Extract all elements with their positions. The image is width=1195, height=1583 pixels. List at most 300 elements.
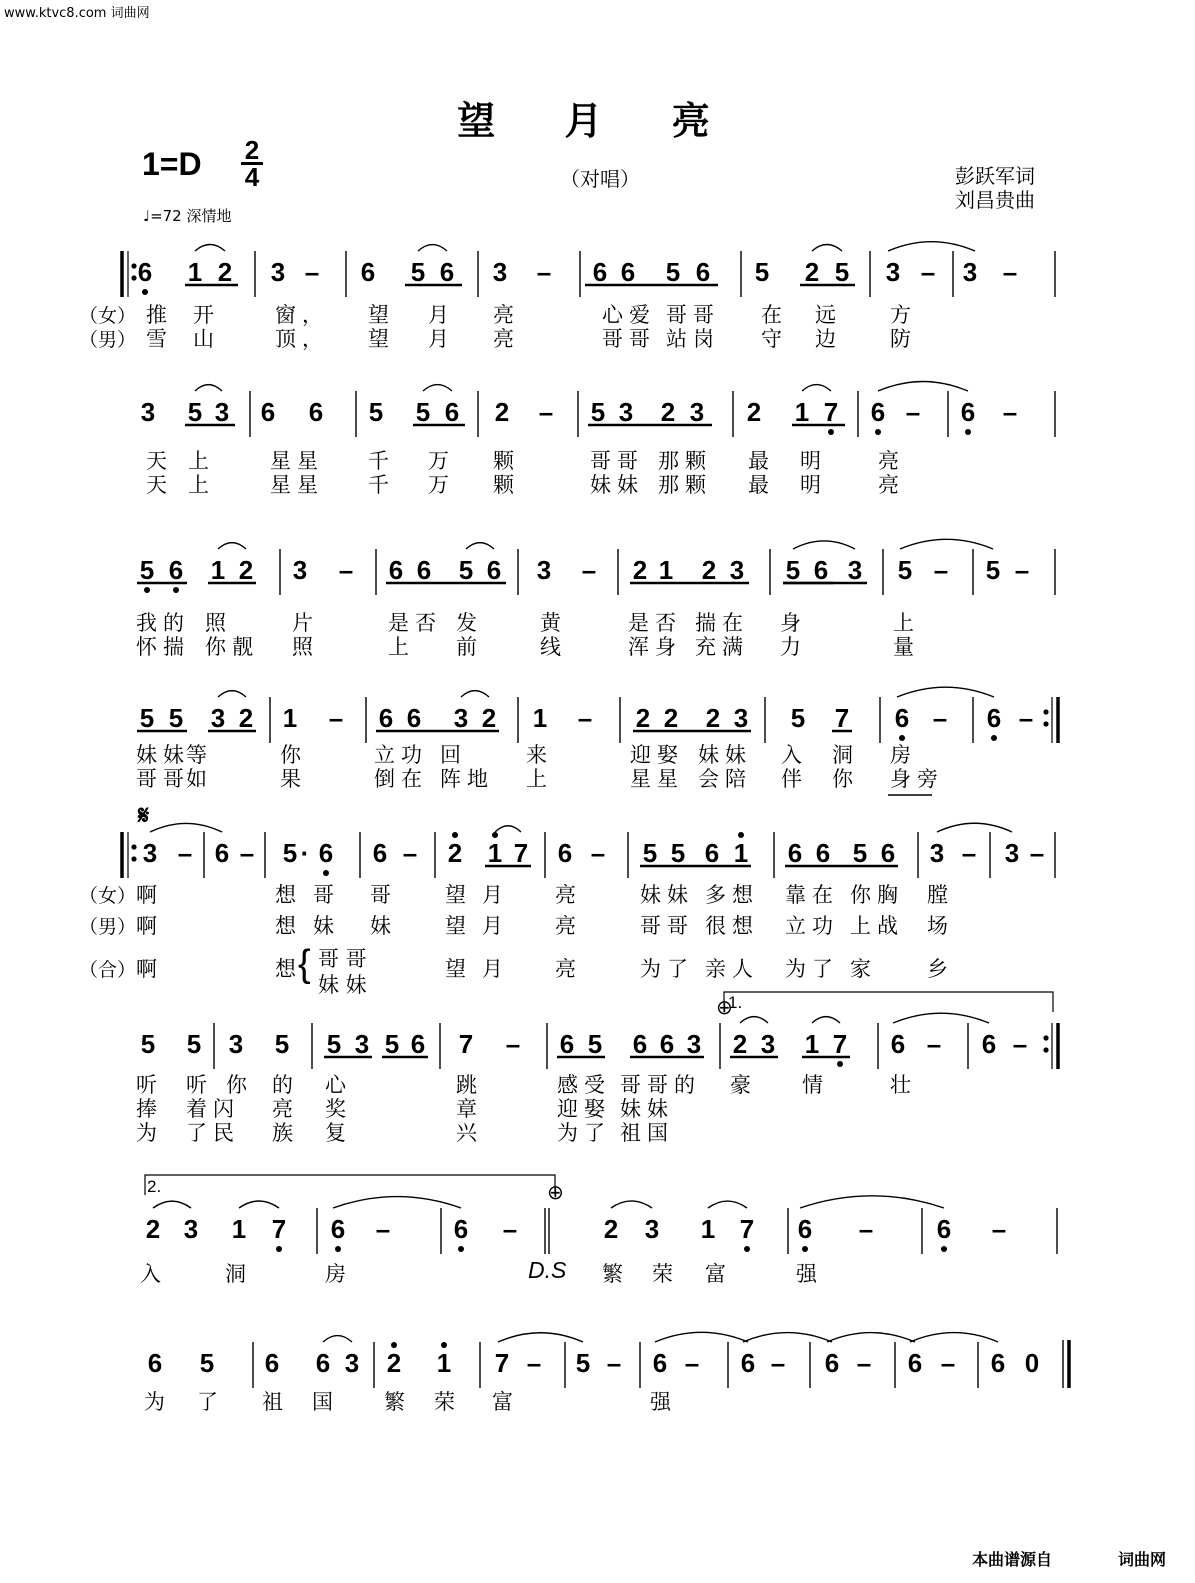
note: 2 [217,257,233,287]
slur [461,691,489,697]
lyric-syllable: 亮 [555,883,582,907]
lyric-syllable: 万 [428,473,455,497]
lyric-syllable: 亮 [555,957,582,981]
footer-source: 本曲谱源自 [972,1550,1053,1569]
lyric-syllable: 来 [526,743,553,767]
lyric-syllable: 顶， [275,327,329,351]
repeat-start-dot [131,856,136,861]
composer-credit: 刘昌贵曲 [955,188,1035,212]
note: 0 [1024,1348,1040,1378]
note: 6 [308,397,324,427]
lyric-syllable: 你靓 [205,635,259,659]
note: 2 [603,1214,619,1244]
lyric-syllable: 身 [780,611,807,635]
note: 1 [187,257,203,287]
octave-dot-low [941,1246,947,1252]
lyric-syllable: 千 [368,473,395,497]
lyric-syllable: 揣在 [695,611,749,635]
note: 6 [704,838,720,868]
lyric-syllable: 亮 [878,449,905,473]
lyric-syllable: 妹妹 [590,473,644,497]
note: 2 [660,397,676,427]
note: 7 [834,703,850,733]
note: 7 [458,1029,474,1059]
slur [878,382,968,392]
lyric-syllable: 身旁 [890,767,944,791]
lyric-syllable: 祖国 [620,1121,674,1145]
volta-2-label: 2. [147,1177,162,1196]
lyric-syllable: 星星 [630,767,684,791]
lyric-brace-upper: 哥 哥 [318,947,367,971]
note: 3 [210,703,226,733]
lyric-syllable: 等 [186,743,213,767]
footer-site[interactable]: 词曲网 [1118,1550,1167,1569]
slur [466,543,494,549]
lyric-syllable: 山 [193,327,220,351]
note: 2 [804,257,820,287]
site-url[interactable]: www.ktvc8.com 词曲网 [4,6,150,21]
lyric-syllable: 方 [890,303,917,327]
octave-dot-high [452,832,458,838]
note: 5 [790,703,806,733]
octave-dot-high [492,832,498,838]
note: – [770,1348,786,1378]
note: 3 [354,1029,370,1059]
note: 3 [644,1214,660,1244]
lyric-syllable: 哥哥的 [620,1073,701,1097]
note: – [961,838,977,868]
note: 7 [823,397,839,427]
lyric-syllable: 线 [540,635,567,659]
note: 6 [453,1214,469,1244]
octave-dot-low [899,735,905,741]
lyric-syllable: 想 [275,914,302,938]
note: 6 [439,257,455,287]
lyric-syllable: 充满 [695,635,749,659]
subtitle: （对唱） [560,167,640,191]
lyricist-credit: 彭跃军词 [955,164,1035,188]
note: 1 [210,555,226,585]
segno-sign: 𝄋 [138,800,150,830]
lyric-syllable: 天 [146,449,173,473]
octave-dot-high [738,832,744,838]
note: 7 [739,1214,755,1244]
lyric-syllable: 的 [272,1073,299,1097]
lyric-syllable: 月 [482,883,509,907]
lyric-syllable: 那颗 [658,473,712,497]
note: – [684,1348,700,1378]
note: 2 [746,397,762,427]
lyric-syllable: 千 [368,449,395,473]
note: 3 [885,257,901,287]
repeat-end-dot [1043,709,1048,714]
note: 6 [147,1348,163,1378]
note: 6 [870,397,886,427]
coda-sign: ⊕ [716,997,733,1019]
lyric-syllable: 妹妹 [620,1097,674,1121]
note: 3 [270,257,286,287]
note: 6 [960,397,976,427]
lyric-syllable: 跳 [456,1073,483,1097]
octave-dot-low [276,1246,282,1252]
lyric-syllable: 果 [280,767,307,791]
note: 3 [847,555,863,585]
note: 5 [834,257,850,287]
note: 5 [754,257,770,287]
note: – [304,257,320,287]
note: 6 [444,397,460,427]
octave-dot-high [391,1342,397,1348]
lyric-syllable: 听 [186,1073,213,1097]
lyric-syllable: 最 [748,473,775,497]
slur [743,1333,832,1342]
note: 3 [962,257,978,287]
slur [812,245,842,252]
lyric-syllable: 情 [802,1073,829,1097]
lyric-syllable: 守 [761,327,788,351]
note: 6 [740,1348,756,1378]
lyric-syllable: 为了 [557,1121,611,1145]
volta-2-bracket [145,1175,555,1195]
note: – [920,257,936,287]
note: – [239,838,255,868]
lyric-syllable: 倒在 [374,767,428,791]
lyric-syllable: 你 [226,1073,253,1097]
note: 1 [658,555,674,585]
slur [740,1017,768,1023]
lyric-syllable: 祖 [262,1390,289,1414]
note: – [375,1214,391,1244]
note: 3 [733,703,749,733]
lyric-syllable: 豪 [730,1073,757,1097]
note: – [905,397,921,427]
slur [218,691,246,697]
lyric-syllable: 怀揣 [136,635,190,659]
lyric-syllable: 你 [280,743,307,767]
note: 6 [315,1348,331,1378]
lyric-syllable: 为了 [640,957,694,981]
lyric-syllable: 亮 [493,327,520,351]
lyric-syllable: 听 [136,1073,163,1097]
octave-dot-low [144,587,150,593]
slur [423,385,452,391]
note: – [1002,397,1018,427]
note: 6 [360,257,376,287]
note: 7 [494,1348,510,1378]
lyric-syllable: 章 [456,1097,483,1121]
lyric-syllable: 远 [815,303,842,327]
note: – [991,1214,1007,1244]
note: 5 [368,397,384,427]
note: – [538,397,554,427]
note: 2 [238,555,254,585]
note: 6 [936,1214,952,1244]
note: – [526,1348,542,1378]
dal-segno-mark: D.S [528,1257,567,1283]
note: 2 [732,1029,748,1059]
lyric-syllable: 洞 [225,1262,252,1286]
lyric-syllable: 立功 [785,914,839,938]
lyric-syllable: 富 [705,1262,732,1286]
note: 5 [897,555,913,585]
lyric-syllable: 如 [186,767,213,791]
lyric-syllable: 星星 [270,449,324,473]
note: 3 [228,1029,244,1059]
lyric-syllable: 量 [893,635,920,659]
note: 7 [513,838,529,868]
note: – [505,1029,521,1059]
note: · [300,838,310,868]
note: 3 [618,397,634,427]
note: 6 [880,838,896,868]
octave-dot-low [837,1061,843,1067]
octave-dot-low [802,1246,808,1252]
lyric-syllable: 哥哥 [640,914,694,938]
note: 3 [929,838,945,868]
lyric-syllable: 明 [800,449,827,473]
note: 2 [238,703,254,733]
lyric-syllable: 星星 [270,473,324,497]
note: 1 [700,1214,716,1244]
octave-dot-low [991,735,997,741]
slur [910,1333,998,1342]
lyric-syllable: 国 [312,1390,339,1414]
slur [793,541,855,549]
lyric-syllable: 房 [325,1262,352,1286]
note: 6 [894,703,910,733]
song-title: 望 月 亮 [457,99,738,143]
note: 1 [532,703,548,733]
note: 5 [670,838,686,868]
note: 5 [575,1348,591,1378]
lyric-syllable: 亮 [555,914,582,938]
slur [812,1017,840,1023]
note: 6 [260,397,276,427]
slur [150,823,222,832]
slur [708,1201,747,1208]
note: – [1018,703,1034,733]
slur [195,245,225,252]
note: 3 [183,1214,199,1244]
lyric-syllable: 亮 [493,303,520,327]
octave-dot-low [828,429,834,435]
slur [897,687,994,697]
slur [655,1332,748,1342]
note: 5 [985,555,1001,585]
lyric-syllable: 前 [456,635,483,659]
note: 5 [139,555,155,585]
lyric-syllable: 入 [140,1262,167,1286]
note: 3 [689,397,705,427]
lyric-syllable: 望 [445,957,472,981]
note: 6 [620,257,636,287]
note: 5 [642,838,658,868]
note: 6 [406,703,422,733]
note: 2 [481,703,497,733]
note: 6 [652,1348,668,1378]
note: 5 [186,1029,202,1059]
note: 6 [214,838,230,868]
lyric-syllable: 站岗 [666,327,720,351]
note: – [932,703,948,733]
note: – [177,838,193,868]
note: – [590,838,606,868]
lyric-syllable: 壮 [890,1073,917,1097]
volta-1-label: 1. [728,993,743,1012]
lyric-syllable: 族 [272,1121,299,1145]
lyric-syllable: 感受 [557,1073,611,1097]
note: 3 [536,555,552,585]
note: 3 [492,257,508,287]
lyric-syllable: 是否 [628,611,682,635]
lyric-syllable: 发 [456,611,483,635]
note: 6 [787,838,803,868]
note: 6 [559,1029,575,1059]
slur [195,385,222,391]
lyric-syllable: 望 [445,883,472,907]
lyric-syllable: 上战 [850,914,904,938]
voice-label: （女） [79,885,137,907]
note: 2 [447,838,463,868]
note: – [402,838,418,868]
note: – [1002,257,1018,287]
lyric-syllable: 我的 [136,611,190,635]
lyric-syllable: 为 [136,1121,163,1145]
lyric-syllable: 房 [890,743,917,767]
repeat-start-dot [131,844,136,849]
lyric-syllable: 哥哥 [590,449,644,473]
note: 5 [139,703,155,733]
note: – [858,1214,874,1244]
lyric-syllable: 上 [188,449,215,473]
lyric-syllable: 月 [428,327,455,351]
lyric-syllable: 了民 [186,1121,240,1145]
lyric-syllable: 回 [440,743,467,767]
lyric-syllable: 迎娶 [557,1097,611,1121]
lyric-syllable: 在 [761,303,788,327]
note: 6 [632,1029,648,1059]
lyric-syllable: 兴 [456,1121,483,1145]
note: – [338,555,354,585]
lyric-syllable: 为 [144,1390,171,1414]
lyric-brace: { [298,943,311,985]
note: 5 [384,1029,400,1059]
lyric-syllable: 想 [275,883,302,907]
lyric-syllable: 望 [445,914,472,938]
note: 6 [486,555,502,585]
lyric-syllable: 洞 [832,743,859,767]
lyric-syllable: 亮 [878,473,905,497]
note: 5 [199,1348,215,1378]
octave-dot-low [142,289,148,295]
lyric-syllable: 天 [146,473,173,497]
lyric-syllable: 奖 [325,1097,352,1121]
lyric-syllable: 妹 [313,914,340,938]
note: 2 [701,555,717,585]
lyric-syllable: 妹妹 [136,743,190,767]
note: 2 [494,397,510,427]
note: 3 [214,397,230,427]
note: 3 [140,397,156,427]
octave-dot-low [965,429,971,435]
repeat-end-dot [1043,1047,1048,1052]
note: 5 [852,838,868,868]
note: – [926,1029,942,1059]
note: 1 [282,703,298,733]
note: 6 [264,1348,280,1378]
note: 6 [372,838,388,868]
note: 3 [1004,838,1020,868]
time-signature-bottom: 4 [244,162,260,192]
slur [218,543,246,549]
note: 3 [686,1029,702,1059]
note: 2 [635,703,651,733]
lyric-syllable: 伴 [781,767,808,791]
note: 7 [832,1029,848,1059]
octave-dot-low [323,870,329,876]
note: 6 [318,838,334,868]
lyric-syllable: 防 [890,327,917,351]
note: 6 [907,1348,923,1378]
lyric-syllable: 了 [197,1390,224,1414]
slur [239,1201,279,1208]
lyric-syllable: 家 [850,957,877,981]
note: 6 [813,555,829,585]
note: 5 [140,1029,156,1059]
note: 6 [981,1029,997,1059]
note: 5 [458,555,474,585]
note: 5 [282,838,298,868]
note: – [856,1348,872,1378]
slur [495,826,521,832]
lyric-syllable: 最 [748,449,775,473]
lyric-syllable: 富 [492,1390,519,1414]
lyric-syllable: 月 [482,957,509,981]
lyric-syllable: 照 [205,611,232,635]
lyric-syllable: 你胸 [850,883,904,907]
volta-1-bracket [724,992,1053,1012]
note: 6 [557,838,573,868]
note: 6 [168,555,184,585]
note: – [328,703,344,733]
lyric-syllable: 上 [893,611,920,635]
lyric-syllable: 心爱 [602,303,656,327]
note: 3 [760,1029,776,1059]
lyric-syllable: 浑身 [628,635,682,659]
note: 5 [168,703,184,733]
lyric-syllable: 哥哥 [602,327,656,351]
lyric-syllable: 荣 [434,1390,461,1414]
lyric-syllable: 啊 [136,914,163,938]
note: 6 [592,257,608,287]
lyric-syllable: 上 [388,635,415,659]
lyric-syllable: 多想 [705,883,759,907]
slur [800,1196,944,1208]
lyric-syllable: 复 [325,1121,352,1145]
lyric-syllable: 片 [292,611,319,635]
slur [498,1333,583,1342]
note: – [502,1214,518,1244]
note: 2 [705,703,721,733]
lyric-syllable: 照 [292,635,319,659]
lyric-syllable: 哥 [313,883,340,907]
lyric-syllable: 窗， [275,303,329,327]
repeat-start-dot [131,263,136,268]
note: 3 [344,1348,360,1378]
lyric-syllable: 乡 [927,957,954,981]
lyric-syllable: 想 [275,957,302,981]
note: 1 [231,1214,247,1244]
